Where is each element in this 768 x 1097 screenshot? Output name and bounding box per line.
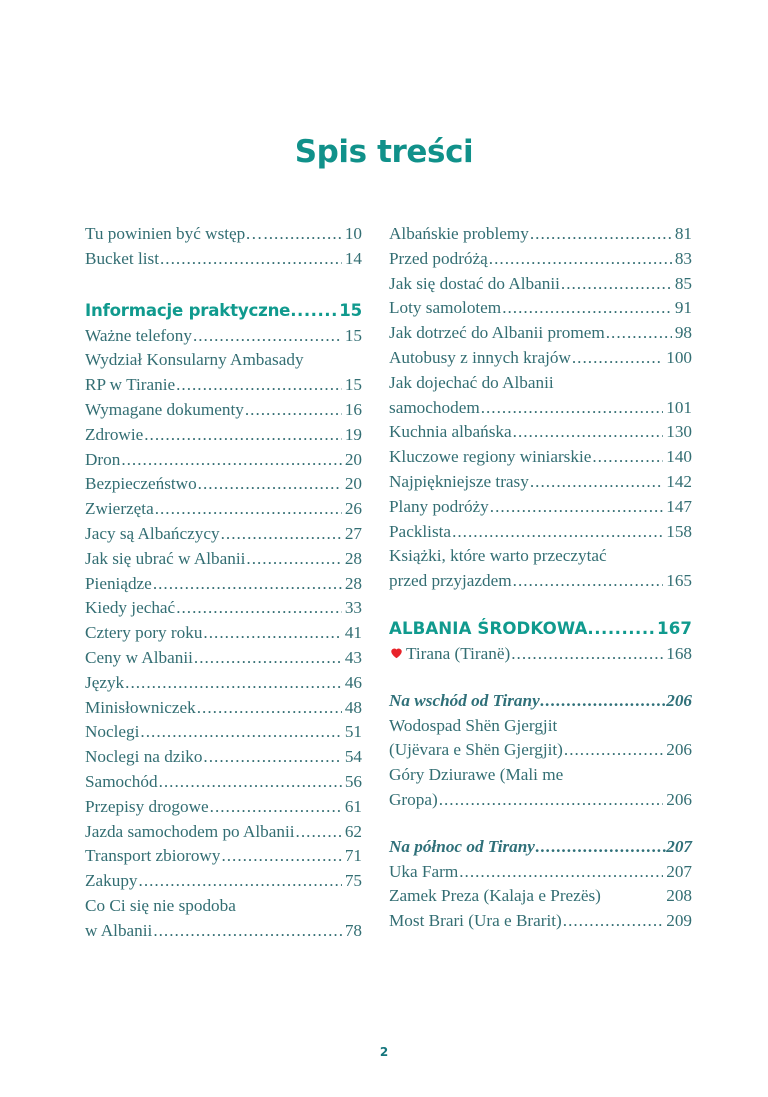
- toc-page-number: 101: [666, 397, 692, 417]
- toc-page-number: 206: [666, 789, 692, 809]
- leader-dots: [153, 919, 341, 944]
- toc-entry[interactable]: [85, 324, 362, 349]
- toc-entry[interactable]: [389, 909, 692, 934]
- page-title: Spis treści: [294, 134, 474, 170]
- toc-entry-label: Uka Farm: [389, 861, 459, 881]
- toc-entry-label: Dron: [85, 449, 121, 469]
- toc-entry[interactable]: [389, 714, 692, 739]
- toc-entry-label: (Ujëvara e Shën Gjergjit): [389, 740, 563, 760]
- toc-entry-label: Bucket list: [85, 248, 159, 268]
- toc-entry[interactable]: [85, 869, 362, 894]
- leader-dots: [563, 909, 663, 934]
- leader-dots: [511, 642, 663, 667]
- toc-entry[interactable]: [85, 745, 362, 770]
- leader-dots: [246, 547, 341, 572]
- leader-dots: [193, 324, 342, 349]
- toc-page-number: 78: [344, 920, 362, 940]
- toc-page-number: 15: [344, 325, 362, 345]
- toc-page-number: 208: [666, 886, 692, 906]
- leader-dots: [176, 373, 342, 398]
- toc-subsection-heading[interactable]: [389, 689, 692, 714]
- toc-entry[interactable]: [85, 222, 362, 247]
- spacer: [389, 667, 692, 689]
- toc-page-number: 91: [674, 298, 692, 318]
- toc-page-number: 207: [666, 836, 692, 856]
- toc-page-number: 130: [666, 422, 692, 442]
- toc-entry-label: Język: [85, 672, 125, 692]
- toc-entry-label: Jak się ubrać w Albanii: [85, 548, 246, 568]
- leader-dots: [587, 616, 657, 642]
- toc-entry[interactable]: [389, 420, 692, 445]
- leader-dots: [290, 298, 339, 324]
- toc-entry-label: Na północ od Tirany: [389, 836, 535, 856]
- toc-entry-label: Jak dojechać do Albanii: [389, 372, 554, 392]
- leader-dots: [606, 321, 672, 346]
- toc-entry[interactable]: [85, 696, 362, 721]
- leader-dots: [513, 569, 664, 594]
- leader-dots: [155, 497, 342, 522]
- toc-page-number: 140: [666, 447, 692, 467]
- leader-dots: [245, 398, 342, 423]
- toc-page-number: 41: [344, 623, 362, 643]
- toc-page-number: 33: [344, 598, 362, 618]
- toc-page-number: 158: [666, 521, 692, 541]
- leader-dots: [459, 860, 663, 885]
- leader-dots: [296, 820, 342, 845]
- toc-entry[interactable]: [85, 497, 362, 522]
- leader-dots: [452, 520, 663, 545]
- toc-entry[interactable]: [389, 520, 692, 545]
- toc-entry-label: Zamek Preza (Kalaja e Prezës): [389, 886, 601, 906]
- toc-entry-label: w Albanii: [85, 920, 153, 940]
- toc-columns: [0, 222, 768, 944]
- toc-entry[interactable]: [85, 795, 362, 820]
- leader-dots: [121, 448, 341, 473]
- leader-dots: [439, 788, 664, 813]
- leader-dots: [490, 495, 663, 520]
- toc-entry-label: Jak się dostać do Albanii: [389, 273, 560, 293]
- spacer: [389, 594, 692, 616]
- leader-dots: [176, 596, 342, 621]
- toc-section-heading[interactable]: [85, 298, 362, 324]
- toc-entry[interactable]: [389, 470, 692, 495]
- leader-dots: [502, 296, 672, 321]
- toc-entry[interactable]: [389, 371, 692, 396]
- spacer: [389, 813, 692, 835]
- toc-page-number: 51: [344, 722, 362, 742]
- leader-dots: [561, 272, 672, 297]
- toc-entry[interactable]: [389, 860, 692, 885]
- leader-dots: [203, 745, 341, 770]
- toc-entry[interactable]: [389, 296, 692, 321]
- toc-entry-label: Albańskie problemy: [389, 224, 529, 243]
- toc-entry[interactable]: [389, 763, 692, 788]
- toc-entry-label: Najpiękniejsze trasy: [389, 471, 529, 491]
- toc-page-number: 98: [674, 323, 692, 343]
- toc-entry-label: Tirana (Tiranë): [406, 643, 511, 663]
- toc-page-number: 71: [344, 846, 362, 866]
- leader-dots: [592, 445, 663, 470]
- toc-entry-label: Wodospad Shën Gjergjit: [389, 715, 558, 735]
- toc-entry-label: Minisłowniczek: [85, 697, 196, 717]
- toc-entry[interactable]: [389, 321, 692, 346]
- toc-page-number: 206: [666, 690, 692, 710]
- toc-page-number: 168: [666, 643, 692, 663]
- leader-dots: [210, 795, 342, 820]
- toc-entry-label: Plany podróży: [389, 496, 489, 516]
- toc-entry[interactable]: [389, 569, 692, 594]
- leader-dots: [203, 621, 341, 646]
- toc-entry[interactable]: [85, 621, 362, 646]
- toc-entry[interactable]: [389, 788, 692, 813]
- toc-entry[interactable]: [85, 547, 362, 572]
- toc-entry-label: Cztery pory roku: [85, 623, 203, 643]
- toc-entry-label: Bezpieczeństwo: [85, 474, 197, 494]
- toc-page-number: 147: [666, 496, 692, 516]
- toc-page-number: 165: [666, 571, 692, 591]
- toc-entry-label: Przed podróżą: [389, 248, 488, 268]
- toc-entry[interactable]: [389, 445, 692, 470]
- toc-entry-label: Kiedy jechać: [85, 598, 176, 618]
- heart-icon: [389, 645, 404, 660]
- toc-page-number: 28: [344, 573, 362, 593]
- toc-entry-label: Kuchnia albańska: [389, 422, 512, 442]
- toc-page-number: 61: [344, 796, 362, 816]
- leader-dots: [535, 835, 666, 860]
- toc-page-number: 43: [344, 647, 362, 667]
- leader-dots: [564, 738, 663, 763]
- toc-entry[interactable]: [389, 346, 692, 371]
- toc-entry[interactable]: [389, 222, 692, 247]
- toc-entry[interactable]: [85, 596, 362, 621]
- toc-section-heading[interactable]: [389, 616, 692, 642]
- toc-entry-label: Pieniądze: [85, 573, 152, 593]
- leader-dots: [540, 689, 667, 714]
- toc-entry-label: przed przyjazdem: [389, 571, 512, 591]
- toc-entry-label: Noclegi: [85, 722, 140, 742]
- toc-page-number: 142: [666, 471, 692, 491]
- toc-page-number: 28: [344, 548, 362, 568]
- toc-entry-label: Jacy są Albańczycy: [85, 523, 220, 543]
- toc-page-number: 27: [344, 523, 362, 543]
- toc-page-number: 48: [344, 697, 362, 717]
- toc-entry[interactable]: [85, 646, 362, 671]
- toc-page-number: 100: [666, 347, 692, 367]
- toc-entry[interactable]: [85, 472, 362, 497]
- spacer: [85, 272, 362, 298]
- toc-page-number: 20: [344, 474, 362, 494]
- toc-entry[interactable]: [85, 348, 362, 373]
- leader-dots: [125, 671, 342, 696]
- toc-entry[interactable]: [85, 522, 362, 547]
- toc-entry[interactable]: [389, 247, 692, 272]
- toc-entry-label: Jazda samochodem po Albanii: [85, 821, 295, 841]
- toc-entry-label: Ważne telefony: [85, 325, 192, 345]
- toc-entry-label: Most Brari (Ura e Brarit): [389, 911, 562, 931]
- toc-entry-label: Loty samolotem: [389, 298, 502, 318]
- toc-entry[interactable]: [389, 272, 692, 297]
- toc-entry[interactable]: [85, 820, 362, 845]
- toc-entry-label: Informacje praktyczne: [85, 300, 291, 320]
- toc-entry-label: Wymagane dokumenty: [85, 399, 244, 419]
- toc-entry[interactable]: [85, 398, 362, 423]
- leader-dots: [513, 420, 664, 445]
- toc-entry[interactable]: [85, 844, 362, 869]
- leader-dots: [198, 472, 342, 497]
- toc-page-number: 20: [344, 449, 362, 469]
- toc-entry-label: Co Ci się nie spodoba: [85, 895, 236, 915]
- toc-subsection-heading[interactable]: [389, 835, 692, 860]
- toc-entry-label: Kluczowe regiony winiarskie: [389, 447, 592, 467]
- toc-page-number: 46: [344, 672, 362, 692]
- toc-entry[interactable]: [85, 770, 362, 795]
- toc-page-number: 16: [344, 399, 362, 419]
- toc-page-number: 15: [344, 375, 362, 395]
- leader-dots: [263, 222, 341, 247]
- toc-entry[interactable]: [85, 671, 362, 696]
- leader-dots: [159, 770, 342, 795]
- toc-entry-label: Jak dotrzeć do Albanii promem: [389, 323, 605, 343]
- toc-entry-label: Wydział Konsularny Ambasady: [85, 350, 304, 370]
- toc-page-number: 75: [344, 871, 362, 891]
- toc-entry[interactable]: [389, 495, 692, 520]
- toc-entry-label: Noclegi na dziko: [85, 747, 203, 767]
- toc-page-number: 209: [666, 911, 692, 931]
- toc-entry[interactable]: [389, 396, 692, 421]
- toc-entry-label: Na wschód od Tirany: [389, 690, 540, 710]
- toc-entry-label: Książki, które warto przeczytać: [389, 546, 607, 566]
- toc-page-number: 62: [344, 821, 362, 841]
- toc-entry-label: Góry Dziurawe (Mali me: [389, 765, 564, 785]
- leader-dots: [140, 720, 341, 745]
- leader-dots: [530, 470, 663, 495]
- leader-dots: [489, 247, 672, 272]
- toc-page-number: 10: [344, 224, 362, 243]
- toc-entry-label: Zakupy: [85, 871, 138, 891]
- toc-entry[interactable]: [85, 919, 362, 944]
- toc-column-left: [0, 222, 372, 944]
- toc-entry-label: Przepisy drogowe: [85, 796, 209, 816]
- toc-entry[interactable]: [85, 247, 362, 272]
- toc-entry-label: RP w Tiranie: [85, 375, 176, 395]
- toc-entry-label: Zdrowie: [85, 424, 144, 444]
- toc-entry[interactable]: [389, 544, 692, 569]
- toc-entry[interactable]: [389, 642, 692, 667]
- toc-entry-label: Ceny w Albanii: [85, 647, 193, 667]
- toc-entry-label: ALBANIA ŚRODKOWA: [389, 618, 588, 638]
- leader-dots: [221, 522, 342, 547]
- toc-page-number: 56: [344, 771, 362, 791]
- toc-page-number: 167: [657, 618, 692, 638]
- toc-page-number: 26: [344, 499, 362, 519]
- toc-entry[interactable]: [389, 738, 692, 763]
- leader-dots: [139, 869, 342, 894]
- toc-page-number: 207: [666, 861, 692, 881]
- leader-dots: [221, 844, 341, 869]
- toc-page-number: 85: [674, 273, 692, 293]
- toc-entry[interactable]: [389, 884, 692, 909]
- toc-entry-label: samochodem: [389, 397, 480, 417]
- toc-page-number: 15: [339, 300, 362, 320]
- toc-entry[interactable]: [85, 720, 362, 745]
- toc-entry[interactable]: [85, 423, 362, 448]
- toc-entry-label: Zwierzęta: [85, 499, 154, 519]
- toc-entry-label: Transport zbiorowy: [85, 846, 221, 866]
- page-number: 2: [379, 1045, 389, 1059]
- leader-dots: [197, 696, 342, 721]
- toc-entry-label: Tu powinien być wstęp…: [85, 224, 263, 243]
- toc-entry-label: Samochód: [85, 771, 158, 791]
- toc-entry[interactable]: [85, 448, 362, 473]
- leader-dots: [530, 222, 672, 247]
- toc-page-number: 83: [674, 248, 692, 268]
- toc-page-number: 206: [666, 740, 692, 760]
- toc-page-number: 54: [344, 747, 362, 767]
- toc-page-number: 14: [344, 248, 362, 268]
- toc-entry[interactable]: [85, 572, 362, 597]
- leader-dots: [572, 346, 663, 371]
- leader-dots: [160, 247, 342, 272]
- leader-dots: [194, 646, 342, 671]
- toc-entry[interactable]: [85, 894, 362, 919]
- toc-page-number: 19: [344, 424, 362, 444]
- toc-entry-label: Autobusy z innych krajów: [389, 347, 571, 367]
- leader-dots: [144, 423, 342, 448]
- toc-entry[interactable]: [85, 373, 362, 398]
- leader-dots: [153, 572, 342, 597]
- toc-column-right: [372, 222, 768, 934]
- toc-entry-label: Gropa): [389, 789, 438, 809]
- toc-page-number: 81: [674, 224, 692, 243]
- toc-entry-label: Packlista: [389, 521, 452, 541]
- leader-dots: [481, 396, 664, 421]
